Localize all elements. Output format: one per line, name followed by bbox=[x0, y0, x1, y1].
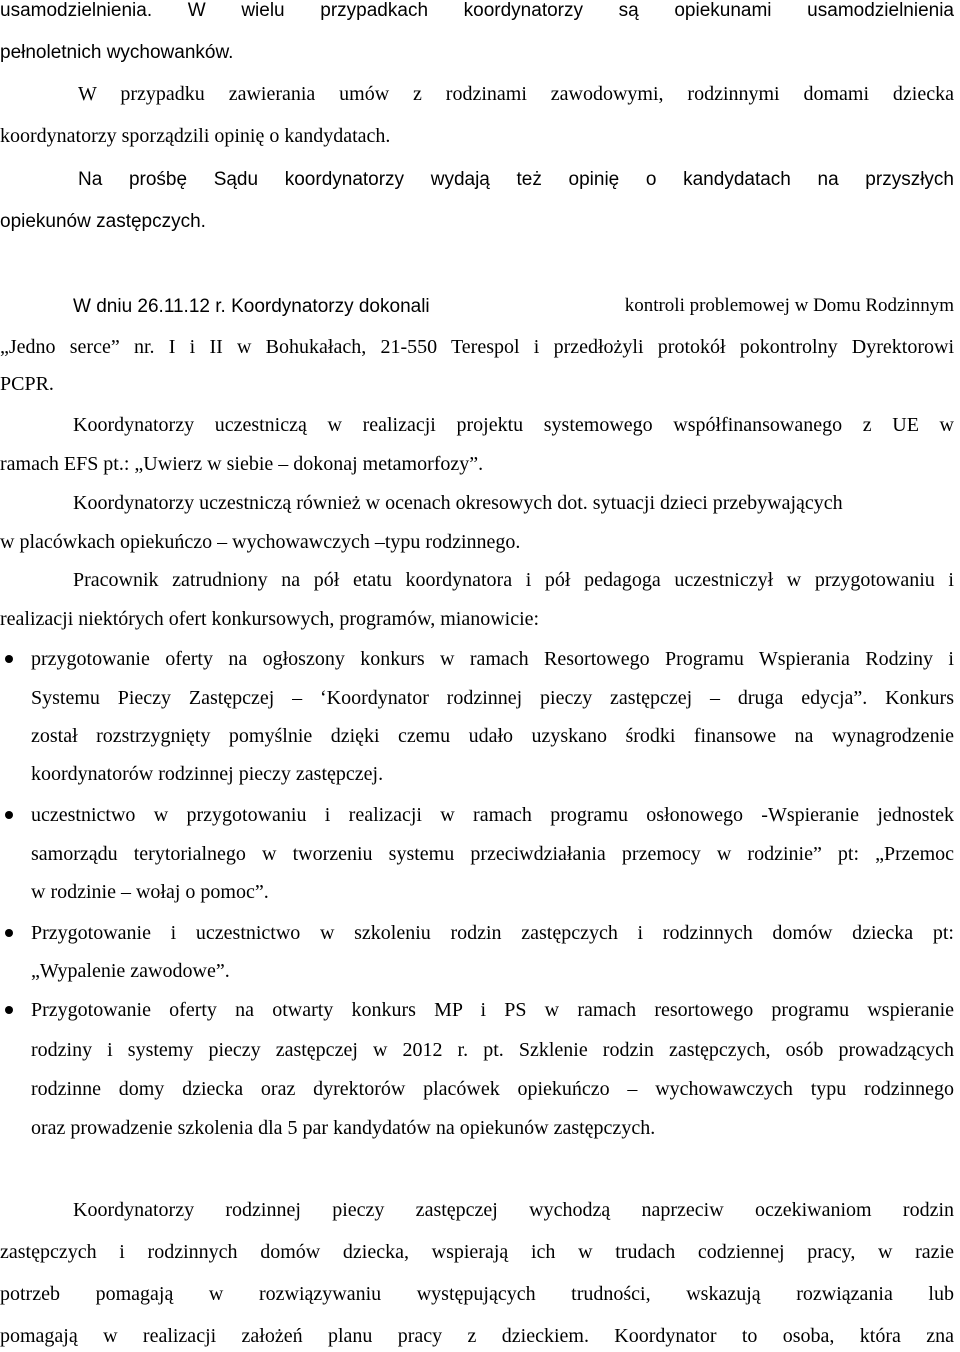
paragraph-line: potrzeb pomagają w rozwiązywaniu występujących trudności, wskazują rozwiązania lub bbox=[0, 1283, 954, 1305]
paragraph-line: Na prośbę Sądu koordynatorzy wydają też opinię o kandydatach na przyszłych bbox=[78, 169, 954, 190]
paragraph-line: „Jedno serce” nr. I i II w Bohukałach, 21-550 Terespol i przedłożyli protokół pokontrolny Dyrektorowi bbox=[0, 336, 954, 358]
paragraph-line: w placówkach opiekuńczo – wychowawczych –typu rodzinnego. bbox=[0, 531, 521, 553]
bullet-icon bbox=[5, 929, 13, 937]
paragraph-text: kontroli problemowej w Domu Rodzinnym bbox=[624, 295, 954, 316]
paragraph-line: zastępczych i rodzinnych domów dziecka, wspierają ich w trudach codziennej pracy, w razie bbox=[0, 1241, 954, 1263]
list-item-line: Systemu Pieczy Zastępczej – ‘Koordynator rodzinnej pieczy zastępczej – druga edycja”. Konkurs bbox=[31, 687, 954, 709]
bullet-icon bbox=[5, 811, 13, 819]
bullet-icon bbox=[5, 655, 13, 663]
paragraph-line: W przypadku zawierania umów z rodzinami zawodowymi, rodzinnymi domami dziecka bbox=[78, 83, 954, 105]
paragraph-line: pełnoletnich wychowanków. bbox=[0, 42, 234, 63]
list-item-line: rodziny i systemy pieczy zastępczej w 2012 r. pt. Szklenie rodzin zastępczych, osób prowadzących bbox=[31, 1039, 954, 1061]
list-item-line: Przygotowanie oferty na otwarty konkurs MP i PS w ramach resortowego programu wspieranie bbox=[31, 999, 954, 1021]
list-item-line: „Wypalenie zawodowe”. bbox=[31, 960, 230, 982]
paragraph-line: Pracownik zatrudniony na pół etatu koordynatora i pół pedagoga uczestniczył w przygotowaniu i bbox=[73, 569, 954, 591]
paragraph-line: opiekunów zastępczych. bbox=[0, 211, 206, 232]
list-item-line: został rozstrzygnięty pomyślnie dzięki czemu udało uzyskano środki finansowe na wynagrodzenie bbox=[31, 725, 954, 747]
paragraph-line: ramach EFS pt.: „Uwierz w siebie – dokonaj metamorfozy”. bbox=[0, 453, 484, 475]
paragraph-line: usamodzielnienia. W wielu przypadkach koordynatorzy są opiekunami usamodzielnienia bbox=[0, 0, 954, 21]
paragraph-line bbox=[73, 292, 954, 320]
list-item-line: przygotowanie oferty na ogłoszony konkurs w ramach Resortowego Programu Wspierania Rodziny i bbox=[31, 648, 954, 670]
list-item-line: rodzinne domy dziecka oraz dyrektorów placówek opiekuńczo – wychowawczych typu rodzinnego bbox=[31, 1078, 954, 1100]
paragraph-line: realizacji niektórych ofert konkursowych, programów, mianowicie: bbox=[0, 608, 540, 630]
list-item-line: samorządu terytorialnego w tworzeniu systemu przeciwdziałania przemocy w rodzinie” pt: „Przemoc bbox=[31, 843, 954, 865]
paragraph-line: Koordynatorzy rodzinnej pieczy zastępczej wychodzą naprzeciw oczekiwaniom rodzin bbox=[73, 1199, 954, 1221]
paragraph-line: Koordynatorzy uczestniczą również w ocenach okresowych dot. sytuacji dzieci przebywających bbox=[73, 492, 843, 514]
list-item-line: uczestnictwo w przygotowaniu i realizacji w ramach programu osłonowego -Wspieranie jednostek bbox=[31, 804, 954, 826]
list-item-line: w rodzinie – wołaj o pomoc”. bbox=[31, 881, 269, 903]
paragraph-line: pomagają w realizacji założeń planu pracy z dzieckiem. Koordynator to osoba, która zna bbox=[0, 1325, 954, 1347]
bullet-icon bbox=[5, 1006, 13, 1014]
paragraph-text: W dniu 26.11.12 r. Koordynatorzy dokonali bbox=[73, 296, 430, 317]
list-item-line: Przygotowanie i uczestnictwo w szkoleniu rodzin zastępczych i rodzinnych domów dziecka pt: bbox=[31, 922, 954, 944]
paragraph-line: Koordynatorzy uczestniczą w realizacji projektu systemowego współfinansowanego z UE w bbox=[73, 414, 954, 436]
list-item-line: koordynatorów rodzinnej pieczy zastępczej. bbox=[31, 763, 384, 785]
paragraph-line: PCPR. bbox=[0, 373, 54, 395]
paragraph-line: koordynatorzy sporządzili opinię o kandydatach. bbox=[0, 125, 391, 147]
list-item-line: oraz prowadzenie szkolenia dla 5 par kandydatów na opiekunów zastępczych. bbox=[31, 1117, 656, 1139]
